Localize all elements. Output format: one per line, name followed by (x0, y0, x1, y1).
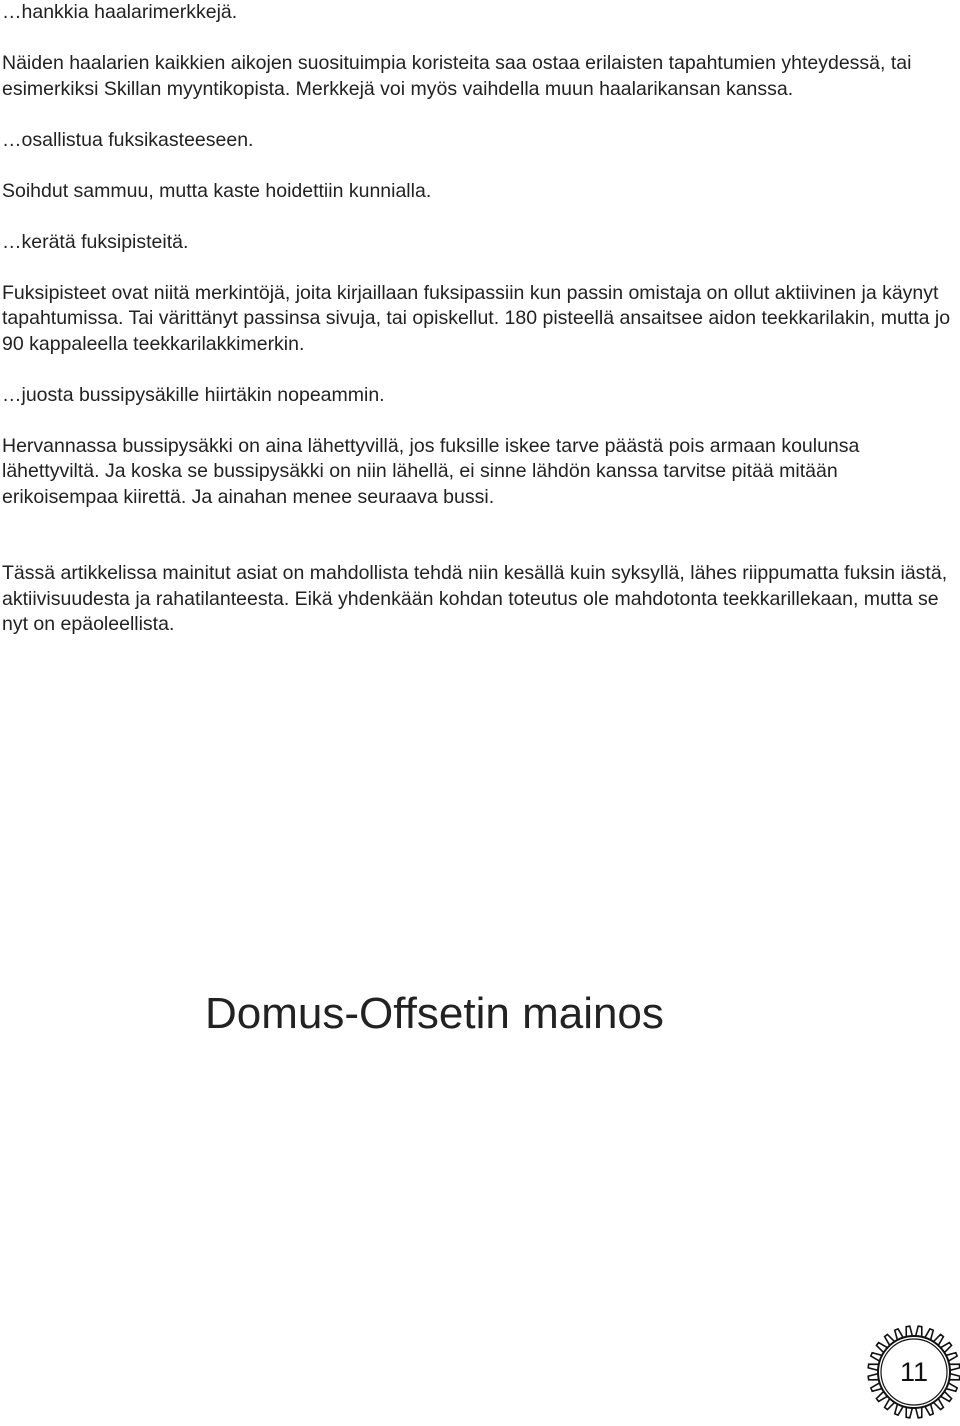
ad-placeholder-label: Domus-Offsetin mainos (205, 989, 664, 1038)
section-heading: …osallistua fuksikasteeseen. (2, 128, 254, 151)
article-body (2, 0, 952, 663)
body-paragraph: Hervannassa bussipysäkki on aina lähettyvillä, jos fuksille iskee tarve päästä pois armaan koulunsa lähettyviltä. Ja koska se bussipysäkki on niin lähellä, ei sinne lähdön kanssa tarvitse pitää mitään erikoisempaa kiirettä. Ja ainahan menee seuraava bussi. (2, 434, 860, 508)
body-paragraph: Fuksipisteet ovat niitä merkintöjä, joita kirjaillaan fuksipassiin kun passin omistaja on ollut aktiivinen ja käynyt tapahtumissa. Tai värittänyt passinsa sivuja, tai opiskellut. 180 pisteellä ansaitsee aidon teekkarilakin, mutta jo 90 kappaleella teekkarilakkimerkin. (2, 281, 951, 355)
section-heading: …juosta bussipysäkille hiirtäkin nopeammin. (2, 383, 385, 406)
section-heading: …kerätä fuksipisteitä. (2, 230, 189, 253)
page-number: 11 (899, 1357, 929, 1387)
body-paragraph: Soihdut sammuu, mutta kaste hoidettiin kunnialla. (2, 179, 432, 202)
body-paragraph: Näiden haalarien kaikkien aikojen suosituimpia koristeita saa ostaa erilaisten tapahtumien yhteydessä, tai esimerkiksi Skillan myyntikopista. Merkkejä voi myös vaihdella muun haalarikansan kanssa. (2, 52, 912, 100)
closing-paragraph: Tässä artikkelissa mainitut asiat on mahdollista tehdä niin kesällä kuin syksyllä, lähes riippumatta fuksin iästä, aktiivisuudesta ja rahatilanteesta. Eikä yhdenkään kohdan toteutus ole mahdotonta teekkarillekaan, mutta se nyt on epäoleellista. (2, 562, 948, 635)
section-heading: …hankkia haalarimerkkejä. (2, 1, 238, 23)
